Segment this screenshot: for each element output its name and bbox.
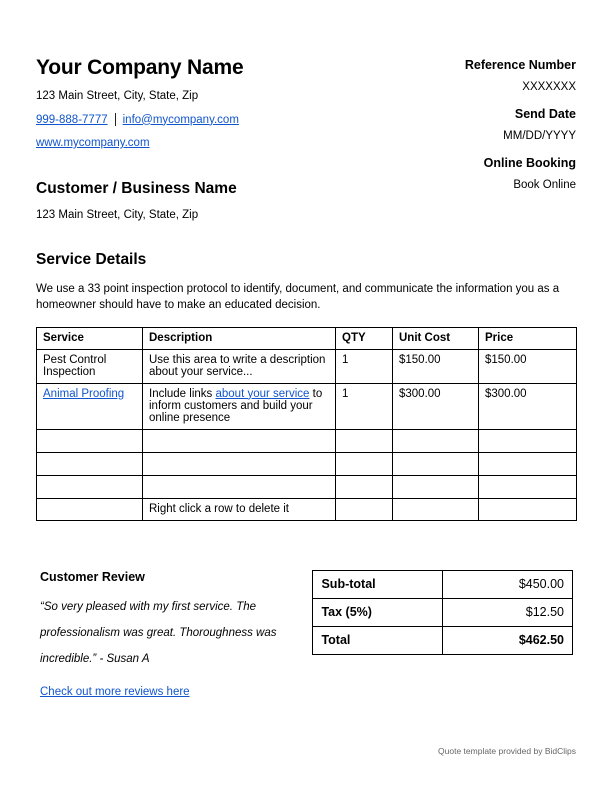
qty-cell: 1 <box>336 383 393 429</box>
table-row[interactable] <box>37 383 577 429</box>
price-cell: $150.00 <box>479 349 577 383</box>
company-email-link[interactable]: info@mycompany.com <box>122 113 239 126</box>
tax-value: $12.50 <box>443 598 573 626</box>
unit-cost-cell: $300.00 <box>393 383 479 429</box>
total-label: Total <box>313 626 443 654</box>
customer-review-block <box>36 570 312 698</box>
qty-cell <box>336 475 393 498</box>
price-cell <box>479 475 577 498</box>
reference-number-pair <box>465 58 576 93</box>
service-table-header-row <box>37 327 577 349</box>
send-date-pair <box>465 107 576 142</box>
subtotal-row <box>313 570 573 598</box>
service-details-intro: We use a 33 point inspection protocol to identify, document, and communicate the information you as a homeowner should have to make an educated decision. <box>36 283 560 311</box>
price-cell: $300.00 <box>479 383 577 429</box>
delete-hint-cell: Right click a row to delete it <box>143 498 336 520</box>
total-value: $462.50 <box>443 626 573 654</box>
col-header-description: Description <box>143 327 336 349</box>
description-text: to inform customers and build your online presence <box>149 387 323 424</box>
company-contact-line <box>36 113 243 126</box>
send-date-value: MM/DD/YYYY <box>503 130 576 142</box>
description-cell: Use this area to write a description about your service... <box>143 349 336 383</box>
online-booking-label: Online Booking <box>483 156 576 170</box>
unit-cost-cell <box>393 452 479 475</box>
description-cell <box>143 452 336 475</box>
description-cell <box>143 475 336 498</box>
description-cell <box>143 429 336 452</box>
totals-table <box>312 570 573 655</box>
company-website-link[interactable]: www.mycompany.com <box>36 137 150 149</box>
price-cell <box>479 452 577 475</box>
header <box>36 56 576 221</box>
qty-cell <box>336 429 393 452</box>
unit-cost-cell <box>393 475 479 498</box>
contact-divider <box>115 113 116 126</box>
reference-number-value: XXXXXXX <box>522 81 576 93</box>
tax-label: Tax (5%) <box>313 598 443 626</box>
service-cell <box>37 429 143 452</box>
review-link-line <box>40 686 312 698</box>
customer-name: Customer / Business Name <box>36 180 237 197</box>
animal-proofing-link[interactable]: Animal Proofing <box>43 387 125 400</box>
meta-block <box>465 56 576 221</box>
customer-address: 123 Main Street, City, State, Zip <box>36 209 199 221</box>
table-row-empty[interactable] <box>37 475 577 498</box>
company-phone-link[interactable]: 999-888-7777 <box>36 113 108 126</box>
table-row-empty[interactable] <box>37 452 577 475</box>
table-row-empty[interactable] <box>37 429 577 452</box>
table-row[interactable] <box>37 349 577 383</box>
unit-cost-cell <box>393 498 479 520</box>
col-header-service: Service <box>37 327 143 349</box>
qty-cell <box>336 452 393 475</box>
price-cell <box>479 429 577 452</box>
price-cell <box>479 498 577 520</box>
book-online-value: Book Online <box>513 179 576 191</box>
description-text: Include links <box>149 387 216 400</box>
bottom-section <box>36 570 576 698</box>
col-header-qty: QTY <box>336 327 393 349</box>
service-cell <box>37 498 143 520</box>
customer-review-heading: Customer Review <box>40 569 145 584</box>
company-address: 123 Main Street, City, State, Zip <box>36 90 199 102</box>
qty-cell: 1 <box>336 349 393 383</box>
service-table <box>36 327 577 521</box>
send-date-label: Send Date <box>514 107 576 121</box>
service-cell <box>37 383 143 429</box>
unit-cost-cell <box>393 429 479 452</box>
tax-row <box>313 598 573 626</box>
col-header-unit-cost: Unit Cost <box>393 327 479 349</box>
subtotal-value: $450.00 <box>443 570 573 598</box>
table-row-hint[interactable] <box>37 498 577 520</box>
description-cell <box>143 383 336 429</box>
company-block <box>36 56 243 221</box>
footer-credit: Quote template provided by BidClips <box>438 746 576 756</box>
unit-cost-cell: $150.00 <box>393 349 479 383</box>
reference-number-label: Reference Number <box>464 58 576 72</box>
service-details-heading: Service Details <box>36 251 147 268</box>
col-header-price: Price <box>479 327 577 349</box>
service-cell <box>37 475 143 498</box>
company-name: Your Company Name <box>36 56 244 79</box>
total-row <box>313 626 573 654</box>
about-your-service-link[interactable]: about your service <box>215 387 310 400</box>
company-website-line <box>36 137 243 149</box>
service-cell: Pest Control Inspection <box>37 349 143 383</box>
more-reviews-link[interactable]: Check out more reviews here <box>40 685 190 698</box>
qty-cell <box>336 498 393 520</box>
customer-review-quote: “So very pleased with my first service. The professionalism was great. Thoroughness was incredible.” - Susan A <box>40 600 277 665</box>
online-booking-pair <box>465 156 576 191</box>
service-cell <box>37 452 143 475</box>
subtotal-label: Sub-total <box>313 570 443 598</box>
